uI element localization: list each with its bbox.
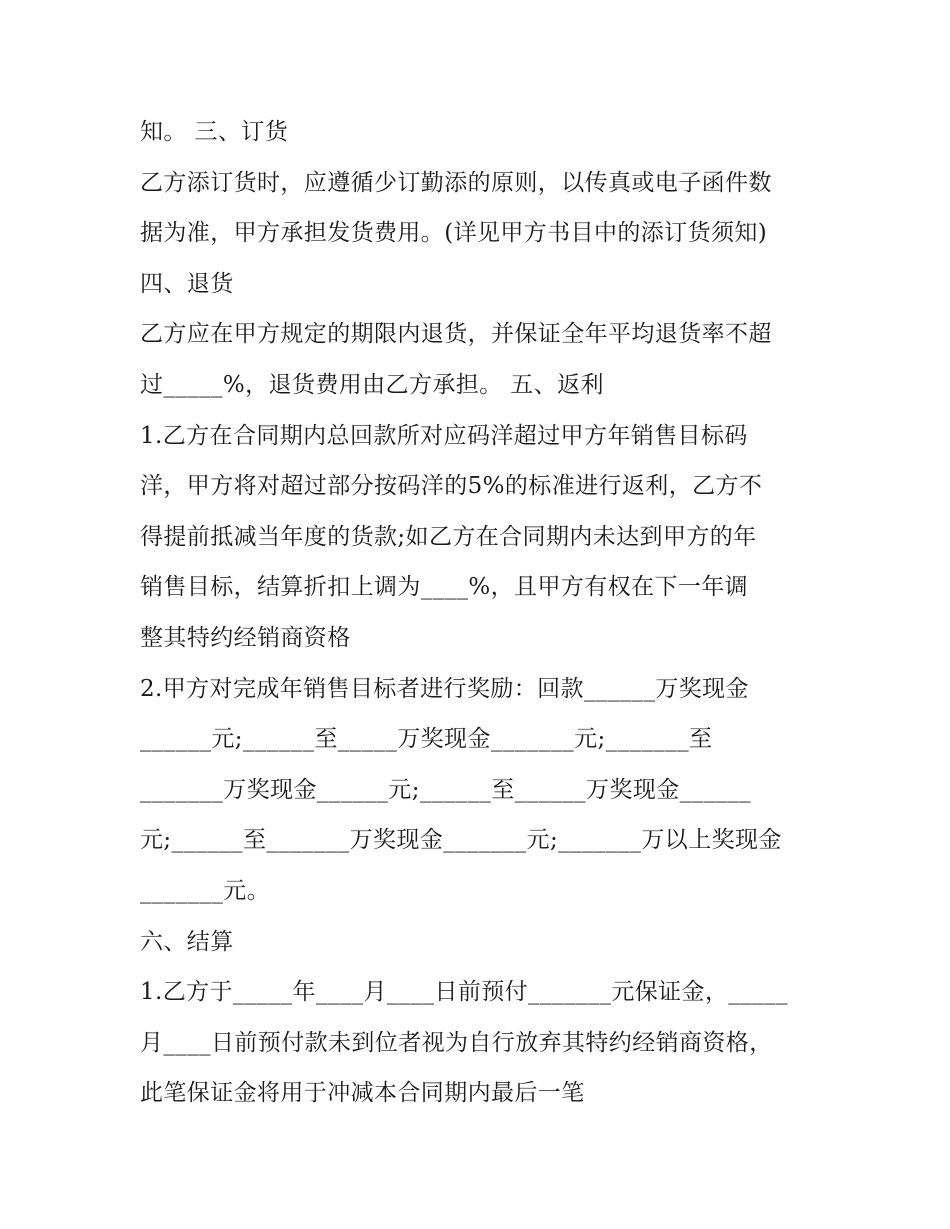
document-body [140,107,840,1119]
text-line: 过_____%，退货费用由乙方承担。 五、返利 [140,371,604,398]
text-line: 整其特约经销商资格 [140,624,351,651]
text-line: 元;______至_______万奖现金_______元;_______万以上奖现金 [140,827,782,854]
text-line: 此笔保证金将用于冲减本合同期内最后一笔 [140,1080,585,1107]
text-line: 得提前抵减当年度的货款;如乙方在合同期内未达到甲方的年 [140,523,757,550]
text-line: 月____日前预付款未到位者视为自行放弃其特约经销商资格， [140,1029,773,1056]
text-line: 1.乙方在合同期内总回款所对应码洋超过甲方年销售目标码 [140,422,748,449]
text-line: 1.乙方于_____年____月____日前预付_______元保证金，_____ [140,979,788,1006]
text-line: 销售目标，结算折扣上调为____%，且甲方有权在下一年调 [140,574,749,601]
section-heading: 六、结算 [140,928,234,955]
text-line: 乙方添订货时，应遵循少订勤添的原则，以传真或电子函件数 [140,169,772,196]
text-line: _______万奖现金______元;______至______万奖现金______ [140,776,752,803]
text-line: 据为准，甲方承担发货费用。(详见甲方书目中的添订货须知) [140,220,768,247]
section-heading: 四、退货 [140,270,234,297]
text-line: ______元;______至_____万奖现金_______元;_______至 [140,726,713,753]
text-line: 知。 三、订货 [140,119,289,145]
text-line: 2.甲方对完成年销售目标者进行奖励：回款______万奖现金 [140,675,749,702]
text-line: _______元。 [140,877,271,904]
text-line: 乙方应在甲方规定的期限内退货，并保证全年平均退货率不超 [140,321,772,348]
text-line: 洋，甲方将对超过部分按码洋的5%的标准进行返利，乙方不 [140,473,763,500]
